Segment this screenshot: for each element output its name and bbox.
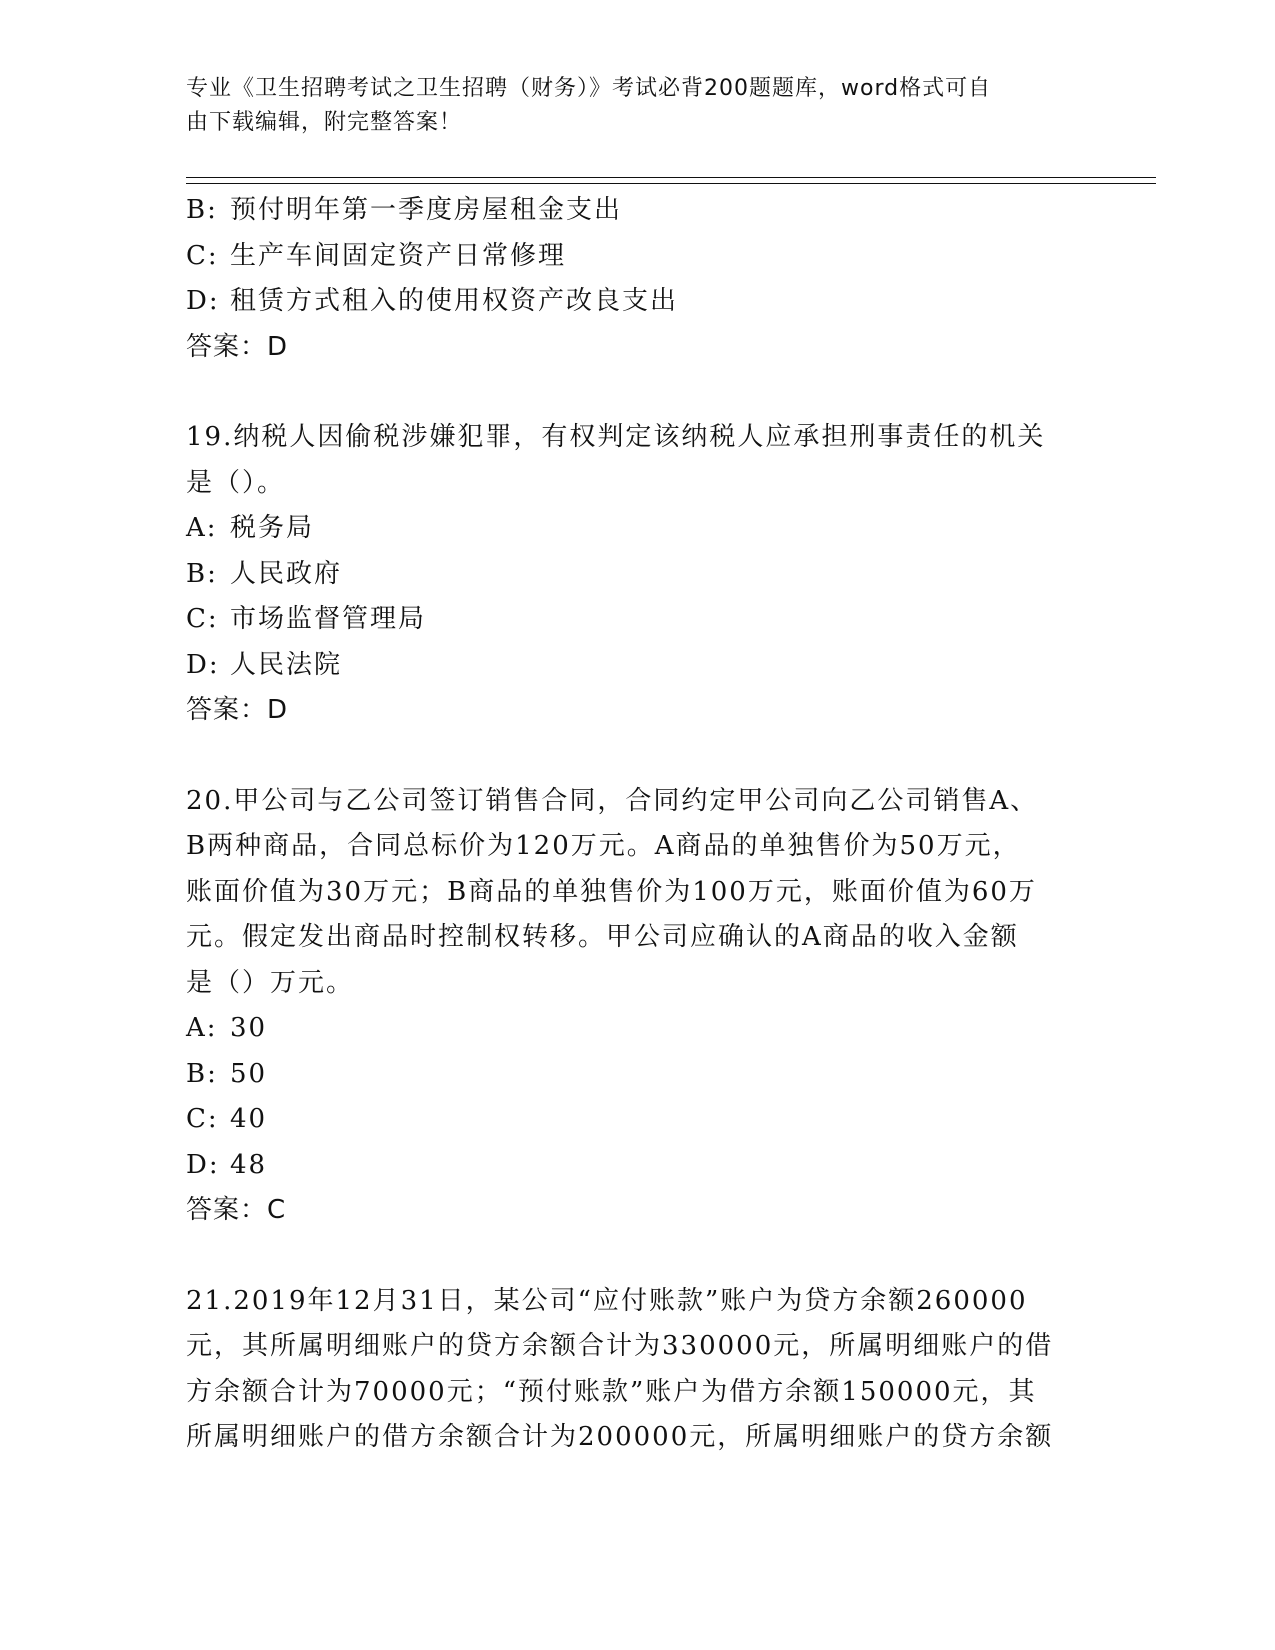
- option-text: 30: [230, 1013, 268, 1043]
- option-c: [186, 1097, 1091, 1143]
- option-text: 50: [230, 1058, 268, 1089]
- option-a: [186, 506, 1091, 552]
- option-label: D:: [186, 1149, 220, 1180]
- option-label: C:: [186, 1104, 219, 1134]
- option-label: C:: [186, 240, 219, 271]
- option-text: 税务局: [230, 513, 315, 543]
- option-a: [186, 1006, 1091, 1052]
- option-text: 市场监督管理局: [230, 604, 427, 634]
- question-21: [186, 1279, 1091, 1461]
- option-d: [186, 279, 1091, 325]
- option-b: [186, 1052, 1091, 1098]
- question-text-line: 元。假定发出商品时控制权转移。甲公司应确认的A商品的收入金额: [186, 922, 1019, 952]
- question-text-line: 所属明细账户的借方余额合计为200000元，所属明细账户的贷方余额: [186, 1422, 1054, 1452]
- option-d: [186, 643, 1091, 689]
- option-text: 48: [230, 1149, 268, 1180]
- question-text-line: 方余额合计为70000元；“预付账款”账户为借方余额150000元，其: [186, 1376, 1037, 1407]
- question-19: [186, 415, 1091, 734]
- option-label: B:: [186, 1058, 218, 1089]
- option-c: [186, 234, 1091, 280]
- header-line-2: 由下载编辑，附完整答案！: [186, 110, 463, 135]
- option-text: 生产车间固定资产日常修理: [230, 240, 567, 271]
- option-label: D:: [186, 286, 220, 316]
- header-divider-bottom: [186, 183, 1156, 184]
- option-label: B:: [186, 195, 218, 225]
- option-text: 40: [230, 1104, 268, 1134]
- question-text-line: 20.甲公司与乙公司签订销售合同，合同约定甲公司向乙公司销售A、: [186, 785, 1039, 816]
- document-body: [186, 188, 1091, 1461]
- option-label: D:: [186, 649, 220, 680]
- question-text-line: 元，其所属明细账户的贷方余额合计为330000元，所属明细账户的借: [186, 1331, 1054, 1361]
- question-text-line: 21.2019年12月31日，某公司“应付账款”账户为贷方余额260000: [186, 1285, 1028, 1316]
- option-label: C:: [186, 604, 219, 634]
- option-text: 租赁方式租入的使用权资产改良支出: [230, 286, 679, 316]
- option-c: [186, 597, 1091, 643]
- spacer: [186, 370, 1091, 415]
- option-b: [186, 188, 1091, 234]
- option-label: B:: [186, 558, 218, 589]
- question-text-line: 是（）。: [186, 467, 286, 498]
- question-20: [186, 779, 1091, 1234]
- option-text: 人民法院: [230, 649, 343, 680]
- spacer: [186, 734, 1091, 779]
- answer-line: 答案：D: [186, 695, 289, 725]
- option-text: 预付明年第一季度房屋租金支出: [230, 195, 623, 225]
- option-d: [186, 1143, 1091, 1189]
- question-text-line: B两种商品，合同总标价为120万元。A商品的单独售价为50万元，: [186, 831, 1021, 861]
- option-label: A:: [186, 513, 218, 543]
- header-line-1: 专业《卫生招聘考试之卫生招聘（财务）》考试必背200题题库，word格式可自: [186, 76, 992, 101]
- option-text: 人民政府: [230, 558, 343, 589]
- option-b: [186, 552, 1091, 598]
- question-text-line: 是（）万元。: [186, 967, 355, 998]
- spacer: [186, 1234, 1091, 1279]
- header-divider-top: [186, 177, 1156, 178]
- continued-question: [186, 188, 1091, 370]
- document-header: [186, 72, 1066, 140]
- question-text-line: 19.纳税人因偷税涉嫌犯罪，有权判定该纳税人应承担刑事责任的机关: [186, 422, 1046, 452]
- option-label: A:: [186, 1013, 218, 1043]
- answer-line: 答案：D: [186, 331, 289, 362]
- question-text-line: 账面价值为30万元；B商品的单独售价为100万元，账面价值为60万: [186, 876, 1037, 907]
- answer-line: 答案：C: [186, 1195, 287, 1225]
